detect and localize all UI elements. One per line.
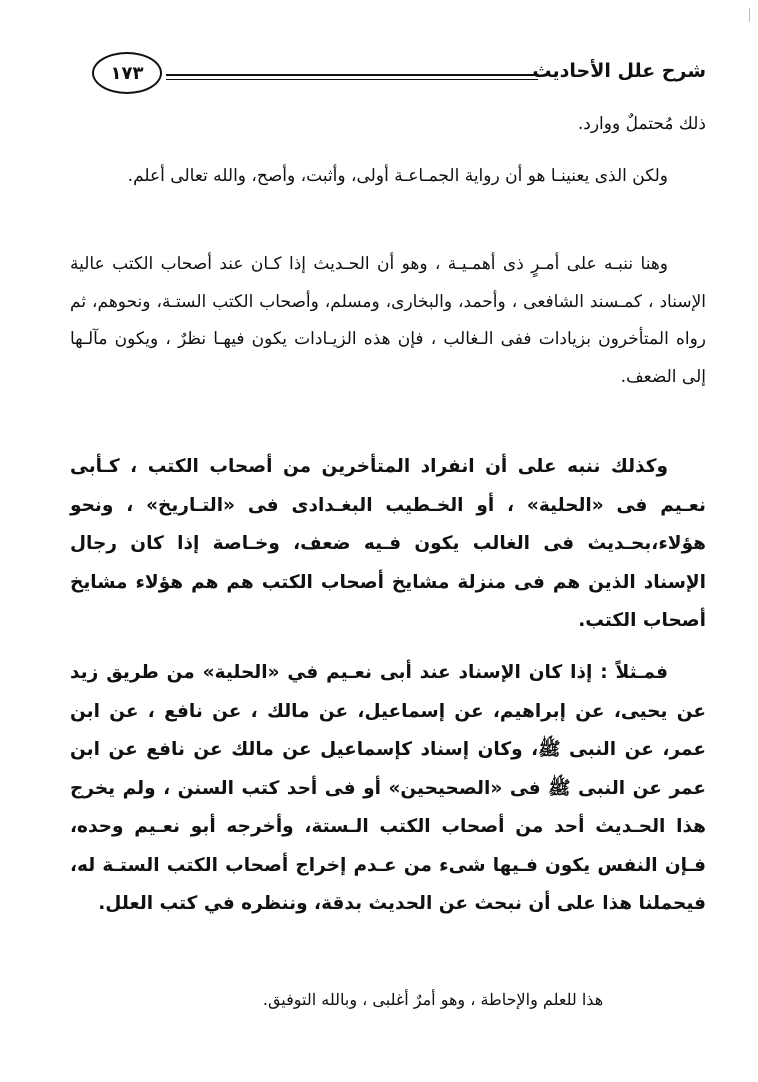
closing-line: هذا للعلم والإحاطة ، وهو أمرٌ أغلبى ، وبالله التوفيق. <box>262 990 604 1009</box>
header-rule <box>166 74 538 80</box>
scan-edge-mark <box>749 8 750 22</box>
paragraph-3-block <box>70 246 706 396</box>
paragraph-1-block <box>70 106 706 144</box>
paragraph-5-block <box>70 654 706 924</box>
paragraph-4-block <box>70 448 706 641</box>
paragraph-2: ولكن الذى يعنينـا هو أن رواية الجمـاعـة أولى، وأثبت، وأصح، والله تعالى أعلم. <box>127 166 668 186</box>
running-header <box>92 52 706 96</box>
header-title: شرح علل الأحاديث <box>532 60 706 82</box>
paragraph-4: وكذلك ننبه على أن انفراد المتأخرين من أصحاب الكتب ، كـأبى نعـيم فى «الحلية» ، أو الخـطيب البغـدادى فى «التـاريخ» ، ونحو هؤلاء،بحـديث فى الغالب يكون فـيه ضعف، وخـاصة إذا كان رجال الإسناد الذين هم فى منزلة مشايخ أصحاب الكتب هم هم هؤلاء مشايخ أصحاب الكتب. <box>70 456 706 631</box>
paragraph-2-block <box>70 158 706 196</box>
paragraph-5: فمـثلاً : إذا كان الإسناد عند أبى نعـيم في «الحلية» من طريق زيد عن يحيى، عن إبراهيم، عن إسماعيل، عن مالك ، عن نافع ، عن ابن عمر، عن النبى ﷺ، وكان إسناد كإسماعيل عن مالك عن نافع عن ابن عمر عن النبى ﷺ فى «الصحيحين» أو فى أحد كتب السنن ، ولم يخرج هذا الحـديث أحد من أصحاب الكتب الـستة، وأخرجه أبو نعـيم وحده، فـإن النفس يكون فـيها شىء من عـدم إخراج أصحاب الكتب الستـة له، فيحملنا هذا على أن نبحث عن الحديث بدقة، وننظره في كتب العلل. <box>70 662 706 914</box>
page-number: ١٧٣ <box>92 52 162 94</box>
paragraph-3: وهنا ننبـه على أمـرٍ ذى أهمـيـة ، وهو أن الحـديث إذا كـان عند أصحاب الكتب عالية الإسناد ، كمـسند الشافعى ، وأحمد، والبخارى، ومسلم، وأصحاب الكتب الستـة، ونحوهم، ثم رواه المتأخرون بزيادات ففى الـغالب ، فإن هذه الزيـادات يكون فيهـا نظرٌ ، ويكون مآلـها إلى الضعف. <box>70 254 706 387</box>
paragraph-1: ذلك مُحتملٌ ووارد. <box>577 114 706 134</box>
